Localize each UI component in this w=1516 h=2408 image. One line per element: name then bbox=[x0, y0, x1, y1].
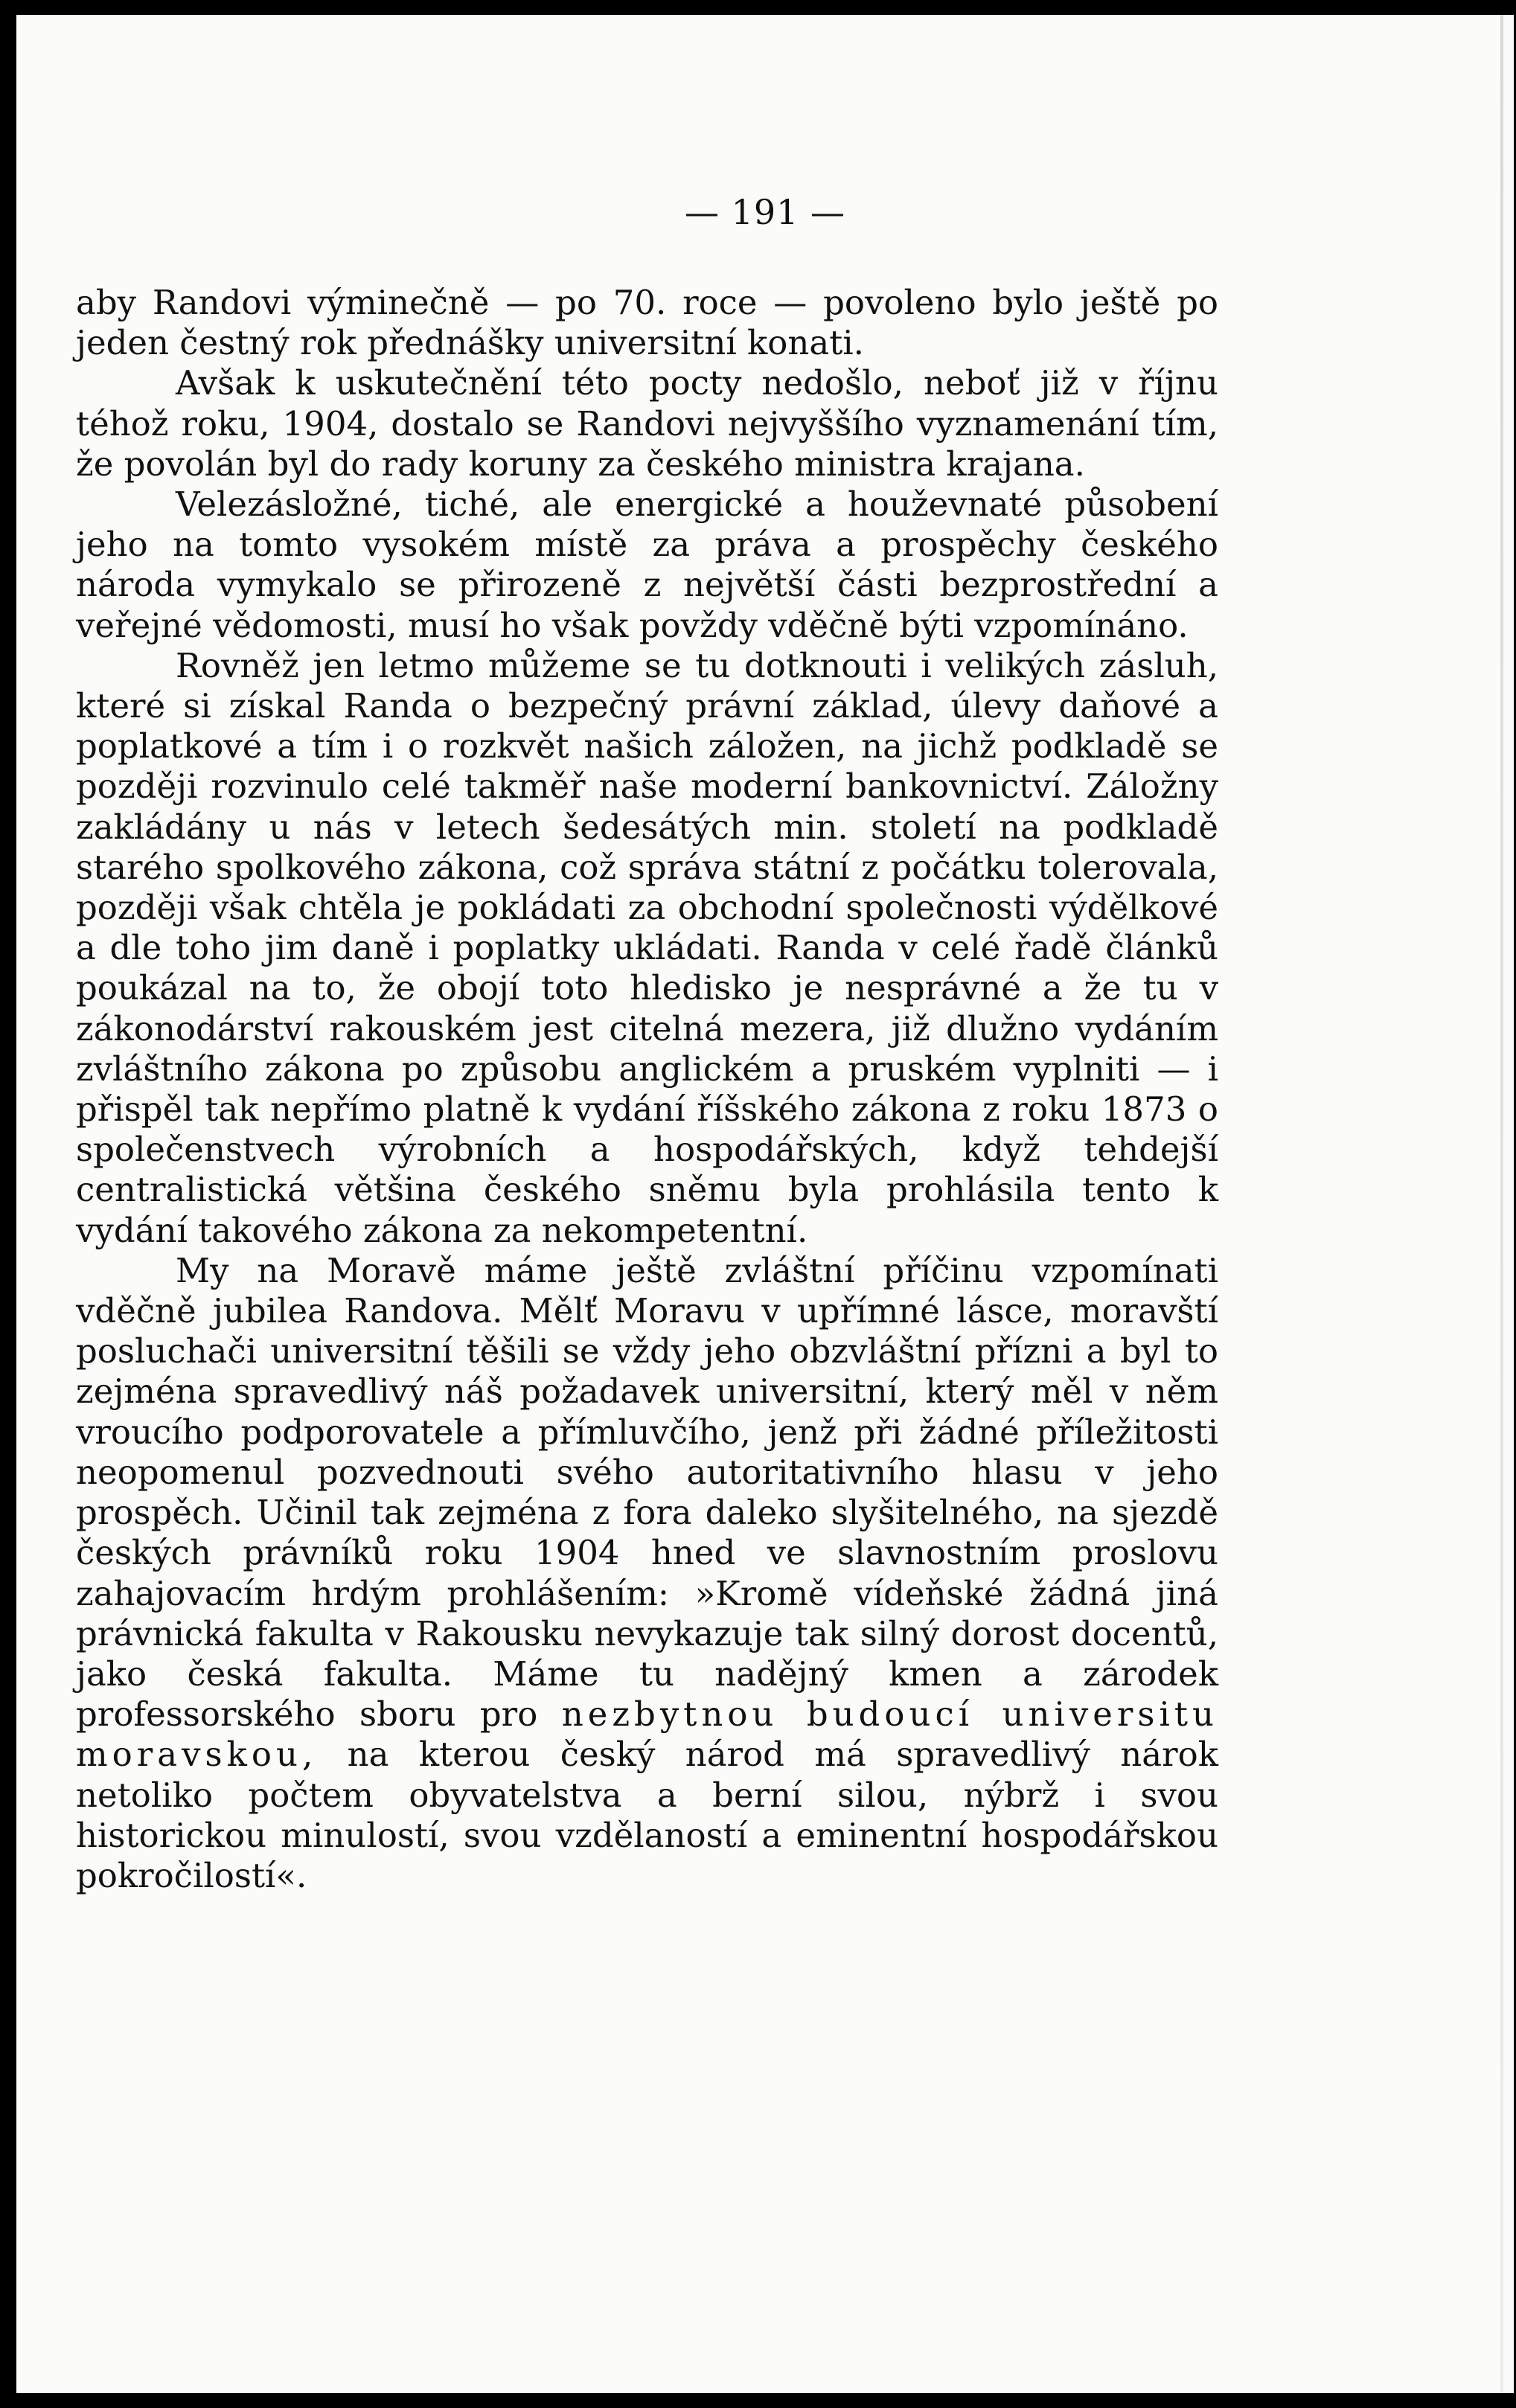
page-edge bbox=[1500, 15, 1503, 2393]
paragraph: aby Randovi výminečně — po 70. roce — povoleno bylo ještě po jeden čestný rok přednášky universitní konati. bbox=[76, 283, 1218, 363]
paragraph-last bbox=[76, 1251, 1218, 1896]
paragraph: Avšak k uskutečnění této pocty nedošlo, neboť již v říjnu téhož roku, 1904, dostalo se Randovi nejvyššího vyznamenání tím, že povolán byl do rady koruny za českého ministra krajana. bbox=[76, 363, 1218, 484]
emphasized-text: nezbytnou budoucí universitu moravskou, bbox=[76, 1694, 1218, 1775]
paragraph: Velezásložné, tiché, ale energické a houževnaté působení jeho na tomto vysokém místě za práva a prospěchy českého národa vymykalo se přirozeně z největší části bezprostřední a veřejné vědomosti, musí ho však povždy vděčně býti vzpomínáno. bbox=[76, 484, 1218, 645]
paragraph-text: na kterou český národ má spravedlivý nárok netoliko počtem obyvatelstva a berní silou, nýbrž i svou historickou minulostí, svou vzdělaností a eminentní hospodářskou pokročilostí«. bbox=[76, 1735, 1218, 1895]
body-text bbox=[76, 283, 1218, 1896]
paragraph-text: My na Moravě máme ještě zvláštní příčinu vzpomínati vděčně jubilea Randova. Mělť Moravu v upřímné lásce, moravští posluchači universitní těšili se vždy jeho obzvláštní přízni a byl to zejména spravedlivý náš požadavek universitní, který měl v něm vroucího podporovatele a přímluvčího, jenž při žádné příležitosti neopomenul pozvednouti svého autoritativního hlasu v jeho prospěch. Učinil tak zejména z fora daleko slyšitelného, na sjezdě českých právníků roku 1904 hned ve slavnostním proslovu zahajovacím hrdým prohlášením: »Kromě vídeňské žádná jiná právnická fakulta v Rakousku nevykazuje tak silný dorost docentů, jako česká fakulta. Máme tu nadějný kmen a zárodek professorského sboru pro bbox=[76, 1250, 1218, 1735]
page-number: — 191 — bbox=[684, 192, 846, 232]
paragraph: Rovněž jen letmo můžeme se tu dotknouti i velikých zásluh, které si získal Randa o bezpečný právní základ, úlevy daňové a poplatkové a tím i o rozkvět našich záložen, na jichž podkladě se později rozvinulo celé takměř naše moderní bankovnictví. Záložny zakládány u nás v letech šedesátých min. století na podkladě starého spolkového zákona, což správa státní z počátku tolerovala, později však chtěla je pokládati za obchodní společnosti výdělkové a dle toho jim daně i poplatky ukládati. Randa v celé řadě článků poukázal na to, že obojí toto hledisko je nesprávné a že tu v zákonodárství rakouském jest citelná mezera, již dlužno vydáním zvláštního zákona po způsobu anglickém a pruském vyplniti — i přispěl tak nepřímo platně k vydání říšského zákona z roku 1873 o společenstvech výrobních a hospodářských, když tehdejší centralistická většina českého sněmu byla prohlásila tento k vydání takového zákona za nekompetentní. bbox=[76, 645, 1218, 1250]
book-page bbox=[16, 15, 1514, 2393]
